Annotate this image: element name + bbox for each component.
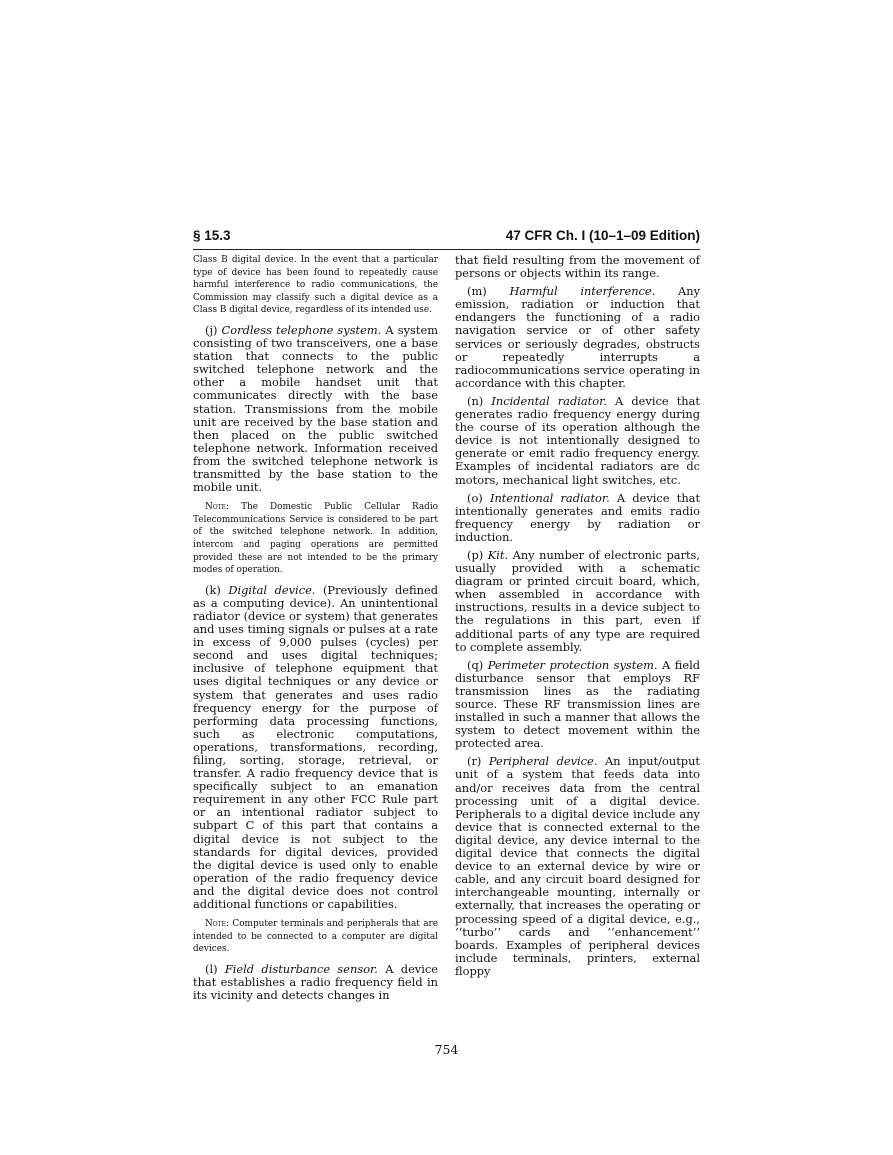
- defined-term: Kit.: [487, 547, 509, 562]
- section-number: § 15.3: [193, 228, 231, 243]
- paragraph-text: (Previously defined as a computing device). An unintentional radiator (device or system) that generates and uses timing signals or pulses at a rate in excess of 9,000 pulses (cycles) per second and uses digital techniques; inclusive of telephone equipment that uses digital techniques or any device or system that generates and uses radio frequency energy for the purpose of performing data processing functions, such as electronic computations, operations, transformations, recording, filing, sorting, storage, retrieval, or transfer. A radio frequency device that is specifically subject to an emanation requirement in any other FCC Rule part or an intentional radiator subject to subpart C of this part that contains a digital device is not subject to the standards for digital devices, provided the digital device is used only to enable operation of the radio frequency device and the digital device does not control additional functions or capabilities.: [193, 582, 438, 911]
- paragraph-lead: (l): [205, 961, 218, 976]
- paragraph-lead: (r): [467, 754, 482, 769]
- note-cellular: [193, 501, 438, 577]
- note-computer-terminals: [193, 918, 438, 956]
- paragraph-k: [193, 584, 438, 911]
- body-columns: [193, 254, 700, 1034]
- paragraph-text: Any number of electronic parts, usually provided with a schematic diagram or printed circuit board, which, when assembled in accordance with instructions, results in a device subject to the regulations in this part, even if additional parts of any type are required to complete assembly.: [455, 547, 701, 654]
- defined-term: Intentional radiator.: [489, 490, 610, 505]
- defined-term: Field disturbance sensor.: [224, 961, 378, 976]
- paragraph-lead: (p): [467, 547, 484, 562]
- paragraph-continuation: that field resulting from the movement of persons or objects within its range.: [455, 253, 700, 281]
- defined-term: Digital device.: [228, 582, 316, 597]
- paragraph-l: [193, 963, 438, 1002]
- note-label: Note:: [205, 502, 230, 513]
- paragraph-q: [455, 659, 700, 751]
- paragraph-text: An input/output unit of a system that feeds data into and/or receives data from the central processing unit of a digital device. Peripherals to a digital device include any device that is connected external to the digital device, any device internal to the digital device that connects the digital device to an external device by wire or cable, and any circuit board designed for interchangeable mounting, internally or externally, that increases the operating or processing speed of a digital device, e.g., ‘‘turbo’’ cards and ‘‘enhancement’’ boards. Examples of peripheral devices include terminals, printers, external floppy: [455, 754, 700, 978]
- note-text: Computer terminals and peripherals that are intended to be connected to a computer are digital devices.: [193, 919, 438, 955]
- paragraph-p: [455, 549, 700, 654]
- paragraph-lead: (k): [205, 582, 221, 597]
- defined-term: Harmful interference.: [509, 284, 656, 299]
- paragraph-j: [193, 324, 438, 494]
- paragraph-lead: (q): [467, 657, 484, 672]
- paragraph-m: [455, 285, 700, 390]
- running-head: 47 CFR Ch. I (10–1–09 Edition): [505, 228, 700, 243]
- paragraph-text: A device that establishes a radio frequency field in its vicinity and detects changes in: [193, 961, 439, 1003]
- page-number: 754: [434, 1042, 459, 1057]
- paragraph-r: [455, 755, 700, 978]
- note-text: The Domestic Public Cellular Radio Telecommunications Service is considered to be part of the switched telephone network. In addition, intercom and paging operations are permitted provided these are not intended to be the primary modes of operation.: [193, 502, 438, 576]
- paragraph-text: A device that generates radio frequency energy during the course of its operation although the device is not intentionally designed to generate or emit radio frequency energy. Examples of incidental radiators are dc motors, mechanical light switches, etc.: [455, 393, 701, 487]
- paragraph-lead: (j): [205, 322, 218, 337]
- left-column: [193, 254, 438, 1002]
- paragraph-text: Any emission, radiation or induction that endangers the functioning of a radio navigation service or of other safety services or seriously degrades, obstructs or repeatedly interrupts a radiocommunications service operating in accordance with this chapter.: [455, 284, 701, 390]
- paragraph-continuation: Class B digital device. In the event that a particular type of device has been found to repeatedly cause harmful interference to radio communications, the Commission may classify such a digital device as a Class B digital device, regardless of its intended use.: [193, 255, 438, 316]
- paragraph-lead: (n): [467, 393, 484, 408]
- paragraph-text: A field disturbance sensor that employs RF transmission lines as the radiating source. These RF transmission lines are installed in such a manner that allows the system to detect movement within the protected area.: [455, 657, 701, 751]
- page-header: [193, 228, 700, 248]
- header-rule: [193, 249, 700, 250]
- defined-term: Incidental radiator.: [491, 393, 607, 408]
- defined-term: Peripheral device.: [488, 754, 598, 769]
- right-column: [455, 254, 700, 978]
- paragraph-lead: (m): [467, 284, 487, 299]
- paragraph-n: [455, 395, 700, 487]
- defined-term: Cordless telephone system.: [221, 322, 382, 337]
- paragraph-text: A device that intentionally generates and emits radio frequency energy by radiation or induction.: [455, 490, 701, 544]
- paragraph-lead: (o): [467, 490, 483, 505]
- paragraph-text: A system consisting of two transceivers, one a base station that connects to the public switched telephone network and the other a mobile handset unit that communicates directly with the base station. Transmissions from the mobile unit are received by the base station and then placed on the public switched telephone network. Information received from the switched telephone network is transmitted by the base station to the mobile unit.: [193, 322, 439, 495]
- note-label: Note:: [205, 919, 230, 930]
- paragraph-o: [455, 492, 700, 544]
- defined-term: Perimeter protection system.: [487, 657, 658, 672]
